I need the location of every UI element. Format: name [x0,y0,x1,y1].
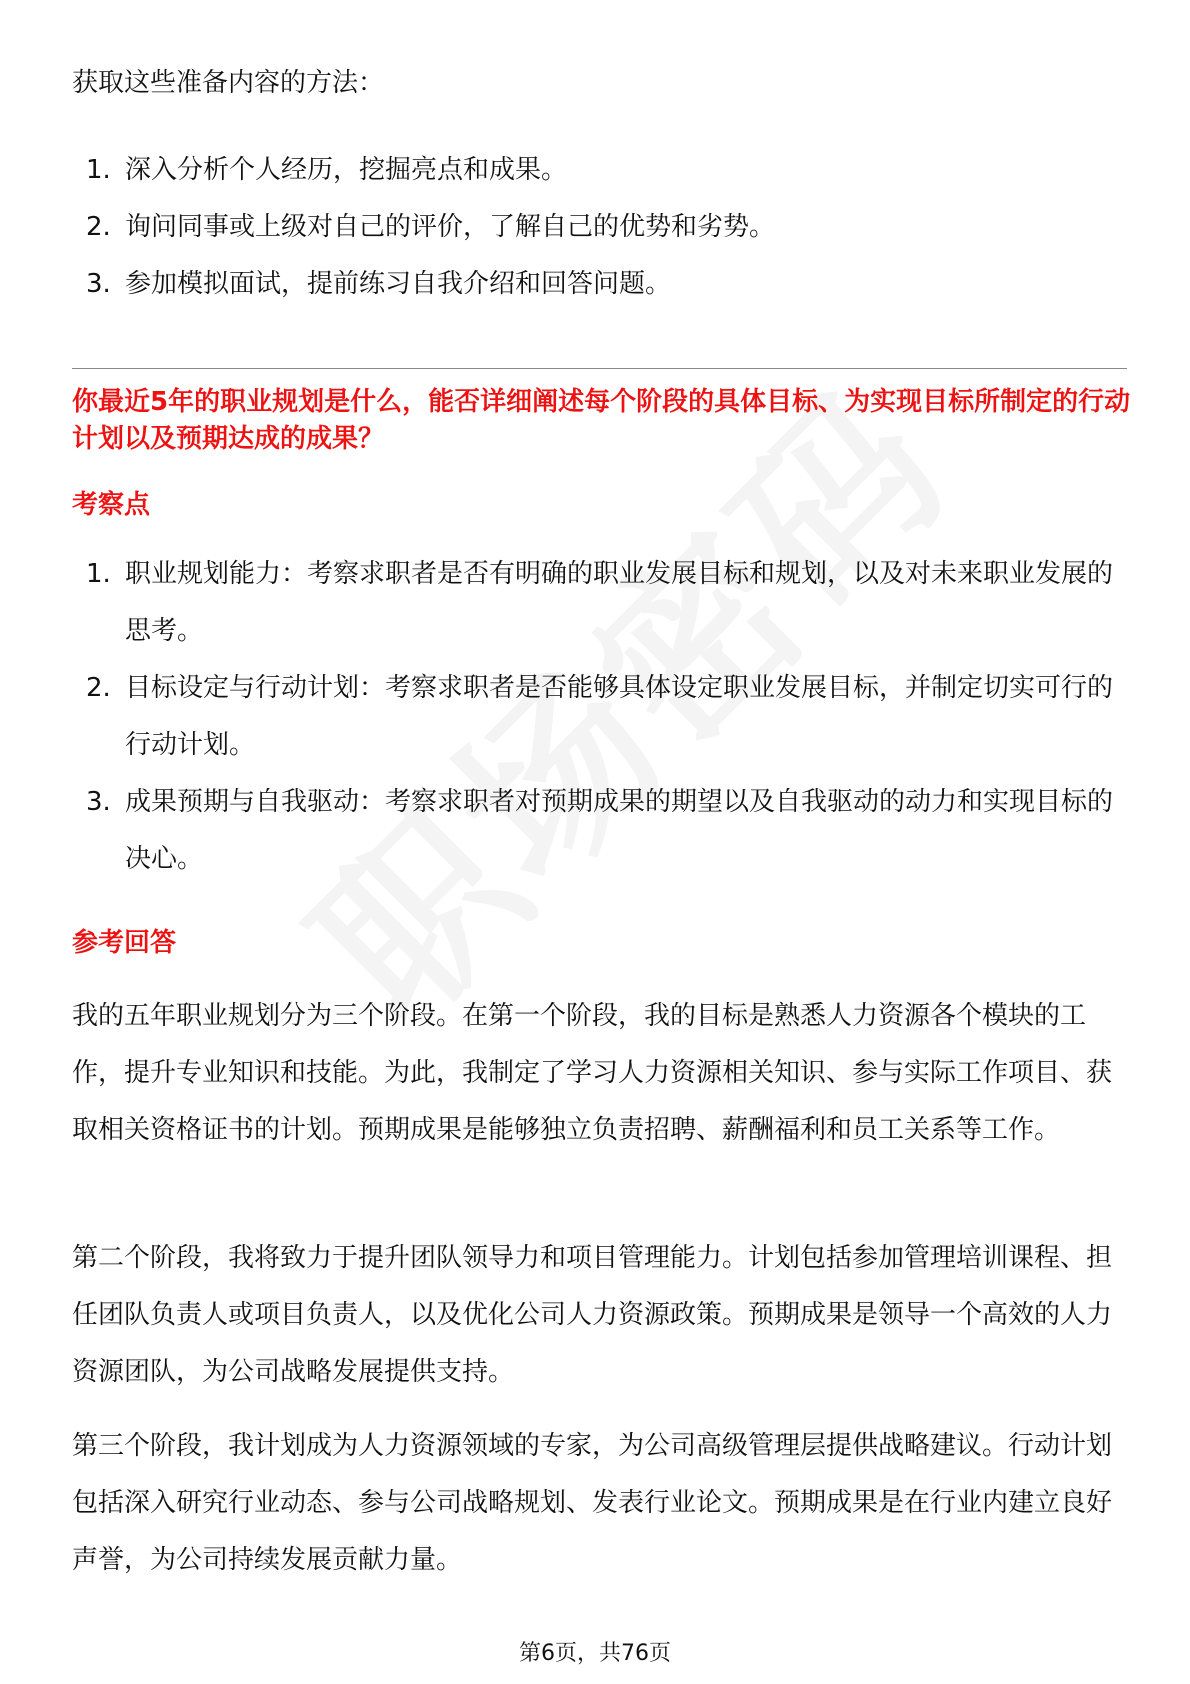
answer-paragraph: 我的五年职业规划分为三个阶段。在第一个阶段，我的目标是熟悉人力资源各个模块的工作，提升专业知识和技能。为此，我制定了学习人力资源相关知识、参与实际工作项目、获取相关资格证书的计划。预期成果是能够独立负责招聘、薪酬福利和员工关系等工作。 [72,1001,1113,1145]
intro-text: 获取这些准备内容的方法： [72,68,385,98]
prep-methods-list [72,142,1132,313]
list-item [72,142,1132,199]
list-item-text: 目标设定与行动计划：考察求职者是否能够具体设定职业发展目标，并制定切实可行的行动计划。 [125,673,1114,760]
list-number: 1. [86,155,111,185]
list-item-text: 询问同事或上级对自己的评价，了解自己的优势和劣势。 [125,212,776,242]
list-number: 2. [86,673,111,703]
interview-question: 你最近5年的职业规划是什么，能否详细阐述每个阶段的具体目标、为实现目标所制定的行动计划以及预期达成的成果？ [72,387,1131,454]
list-item [72,256,1132,313]
list-item [72,660,1132,774]
section-divider [72,368,1127,369]
points-heading: 考察点 [72,490,151,520]
list-number: 2. [86,212,111,242]
list-item-text: 参加模拟面试，提前练习自我介绍和回答问题。 [125,269,672,299]
list-item-text: 成果预期与自我驱动：考察求职者对预期成果的期望以及自我驱动的动力和实现目标的决心。 [125,787,1114,874]
answer-paragraph: 第三个阶段，我计划成为人力资源领域的专家，为公司高级管理层提供战略建议。行动计划包括深入研究行业动态、参与公司战略规划、发表行业论文。预期成果是在行业内建立良好声誉，为公司持续发展贡献力量。 [72,1431,1113,1575]
list-item-text: 职业规划能力：考察求职者是否有明确的职业发展目标和规划，以及对未来职业发展的思考。 [125,559,1114,646]
list-number: 1. [86,559,111,589]
list-number: 3. [86,269,111,299]
list-item [72,199,1132,256]
answer-heading: 参考回答 [72,928,177,958]
page-footer: 第6页，共76页 [519,1641,671,1666]
answer-paragraph: 第二个阶段，我将致力于提升团队领导力和项目管理能力。计划包括参加管理培训课程、担任团队负责人或项目负责人，以及优化公司人力资源政策。预期成果是领导一个高效的人力资源团队，为公司战略发展提供支持。 [72,1243,1113,1387]
list-number: 3. [86,787,111,817]
assessment-points-list [72,546,1132,888]
list-item [72,546,1132,660]
list-item-text: 深入分析个人经历，挖掘亮点和成果。 [125,155,568,185]
list-item [72,774,1132,888]
